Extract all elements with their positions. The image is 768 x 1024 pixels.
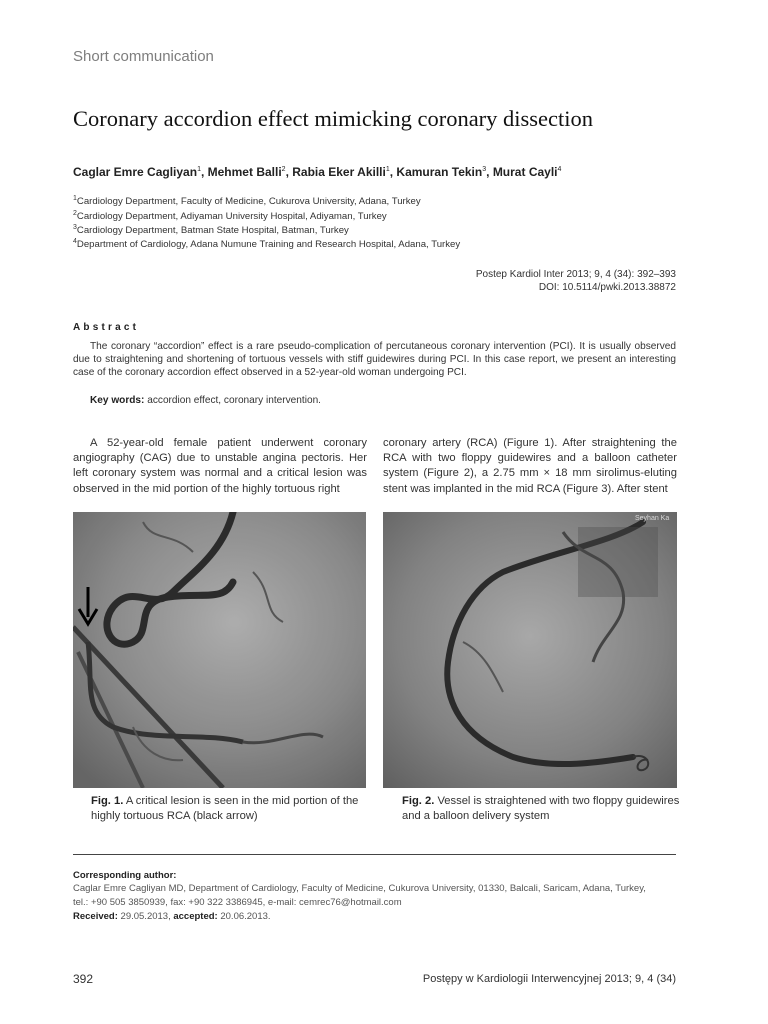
citation-block (476, 268, 676, 294)
corresponding-author-heading: Corresponding author: (73, 870, 177, 881)
angiogram-image (383, 512, 677, 788)
author-name: Murat Cayli (492, 165, 558, 179)
figure-label: Fig. 1. (91, 795, 124, 807)
author-affiliation-mark: 3 (482, 166, 487, 173)
accepted-date: 20.06.2013 (220, 911, 268, 922)
figure-2-caption (402, 794, 682, 824)
author-name: Kamuran Tekin (396, 165, 483, 179)
corresponding-author-address: Caglar Emre Cagliyan MD, Department of Cardiology, Faculty of Medicine, Cukurova University, 01330, Balcali, Saricam, Adana, Turkey, (73, 883, 646, 894)
author-name: Mehmet Balli (207, 165, 282, 179)
author-affiliation-mark: 1 (385, 166, 390, 173)
affiliation-mark: 2 (73, 210, 77, 217)
author-affiliation-mark: 1 (197, 166, 201, 173)
image-watermark: Seyhan Ka (635, 515, 670, 522)
figure-1-caption (91, 794, 371, 824)
keywords (90, 395, 321, 406)
figure-label: Fig. 2. (402, 795, 435, 807)
article-title: Coronary accordion effect mimicking coronary dissection (73, 106, 594, 131)
abstract-text: The coronary “accordion” effect is a rare pseudo-complication of percutaneous coronary intervention (PCI). It is usually observed due to straightening and shortening of tortuous vessels with stiff guidewires during PCI. In this case report, we present an interesting case of the coronary accordion effect observed in a 52-year-old woman undergoing PCI. (73, 341, 676, 378)
received-date: 29.05.2013 (120, 911, 169, 922)
figure-caption-text: A critical lesion is seen in the mid portion of the highly tortuous RCA (black arrow) (91, 795, 359, 822)
abstract-heading: Abstract (73, 322, 140, 333)
received-accepted-dates: Received: 29.05.2013, accepted: 20.06.2013. (73, 911, 271, 922)
citation-doi: DOI: 10.5114/pwki.2013.38872 (538, 282, 676, 293)
affiliation-text: Cardiology Department, Batman State Hospital, Batman, Turkey (76, 225, 349, 237)
author-name: Rabia Eker Akilli (292, 165, 386, 179)
body-column-right: coronary artery (RCA) (Figure 1). After straightening the RCA with two floppy guidewires and a balloon catheter system (Figure 2), a 2.75 mm × 18 mm sirolimus-eluting stent was implanted in the mid RCA (Figure 3). After stent (383, 437, 677, 495)
angiogram-image (73, 512, 366, 788)
keywords-label: Key words: (90, 395, 145, 406)
affiliation-text: Cardiology Department, Adiyaman University Hospital, Adiyaman, Turkey (76, 211, 387, 223)
figure-2-angiogram (383, 512, 677, 788)
affiliation (73, 195, 421, 207)
affiliation (73, 210, 387, 222)
affiliation (73, 224, 349, 236)
author-name: Caglar Emre Cagliyan (73, 165, 198, 179)
affiliation (73, 238, 460, 250)
author-affiliation-mark: 2 (281, 166, 286, 173)
figure-caption-text: Vessel is straightened with two floppy guidewires and a balloon delivery system (402, 795, 680, 822)
body-column-left: A 52-year-old female patient underwent coronary angiography (CAG) due to unstable angina pectoris. Her left coronary system was normal and a critical lesion was observed in the mid portion of the highly tortuous right (73, 437, 367, 495)
received-label: Received: (73, 911, 118, 922)
affiliation-mark: 1 (73, 195, 77, 202)
page-number: 392 (73, 972, 94, 986)
figure-1-angiogram (73, 512, 366, 788)
citation-reference: Postep Kardiol Inter 2013; 9, 4 (34): 392–393 (475, 269, 676, 280)
author-list: Caglar Emre Cagliyan$^1$, Mehmet Balli$^2$, Rabia Eker Akilli$^1$, Kamuran Tekin$^3$, Murat Cayli$^4$ (73, 165, 562, 179)
accepted-label: accepted: (173, 911, 218, 922)
affiliation-text: Department of Cardiology, Adana Numune Training and Research Hospital, Adana, Turkey (76, 239, 461, 251)
affiliation-mark: 3 (73, 224, 77, 231)
footer-divider (73, 854, 676, 855)
journal-footer: Postępy w Kardiologii Interwencyjnej 2013; 9, 4 (34) (422, 973, 676, 985)
keywords-text: accordion effect, coronary intervention. (147, 395, 321, 406)
section-label: Short communication (73, 48, 214, 65)
corresponding-author-contact: tel.: +90 505 3850939, fax: +90 322 3386945, e-mail: cemrec76@hotmail.com (73, 897, 402, 908)
affiliation-mark: 4 (73, 238, 77, 245)
affiliation-text: Cardiology Department, Faculty of Medicine, Cukurova University, Adana, Turkey (76, 196, 421, 208)
author-affiliation-mark: 4 (557, 166, 562, 173)
